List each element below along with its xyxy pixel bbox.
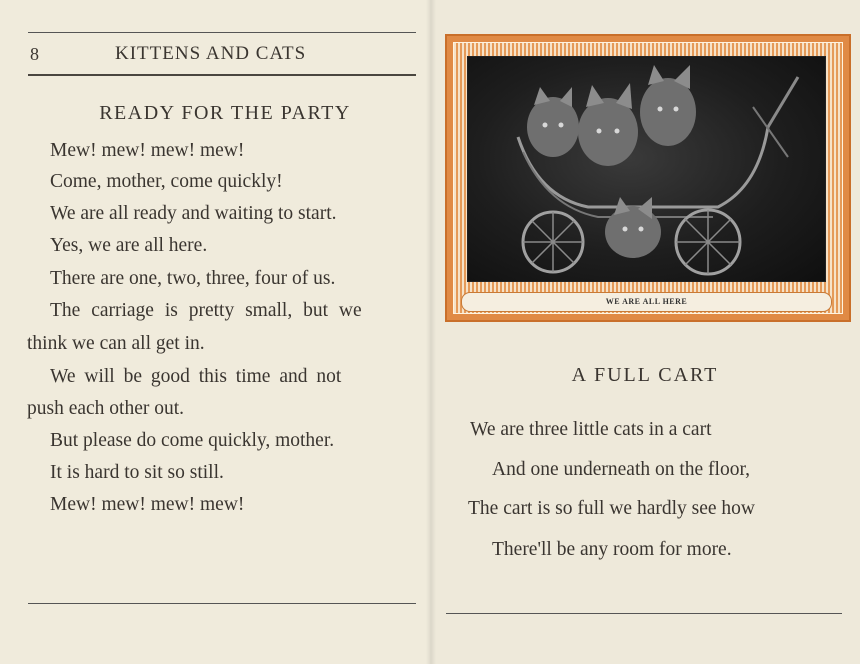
book-gutter [426, 0, 436, 664]
left-line: push each other out. [27, 398, 185, 419]
left-line: We are all ready and waiting to start. [50, 203, 337, 224]
kittens-in-cart-photo [467, 56, 826, 282]
left-poem-title: READY FOR THE PARTY [99, 102, 351, 124]
header-bottom-rule [28, 74, 416, 76]
kittens-cart-illustration [468, 57, 825, 281]
left-line: Come, mother, come quickly! [50, 171, 283, 192]
header-top-rule [28, 32, 416, 33]
running-head: KITTENS AND CATS [115, 43, 307, 64]
left-line: We will be good this time and not [50, 366, 342, 387]
right-line: And one underneath on the floor, [492, 459, 751, 480]
left-footer-rule [28, 603, 416, 604]
photo-caption: WE ARE ALL HERE [461, 292, 832, 312]
right-line: We are three little cats in a cart [470, 419, 712, 440]
page-number: 8 [30, 44, 39, 64]
right-footer-rule [446, 613, 842, 614]
left-line: Yes, we are all here. [50, 235, 208, 256]
left-line: Mew! mew! mew! mew! [50, 140, 245, 161]
left-line: But please do come quickly, mother. [50, 430, 335, 451]
left-line: The carriage is pretty small, but we [50, 300, 362, 321]
left-line: It is hard to sit so still. [50, 462, 224, 483]
right-line: The cart is so full we hardly see how [468, 498, 755, 519]
left-line: There are one, two, three, four of us. [50, 268, 336, 289]
right-line: There'll be any room for more. [492, 539, 732, 560]
right-poem-title: A FULL CART [571, 364, 719, 386]
left-line: think we can all get in. [27, 333, 205, 354]
left-line: Mew! mew! mew! mew! [50, 494, 245, 515]
